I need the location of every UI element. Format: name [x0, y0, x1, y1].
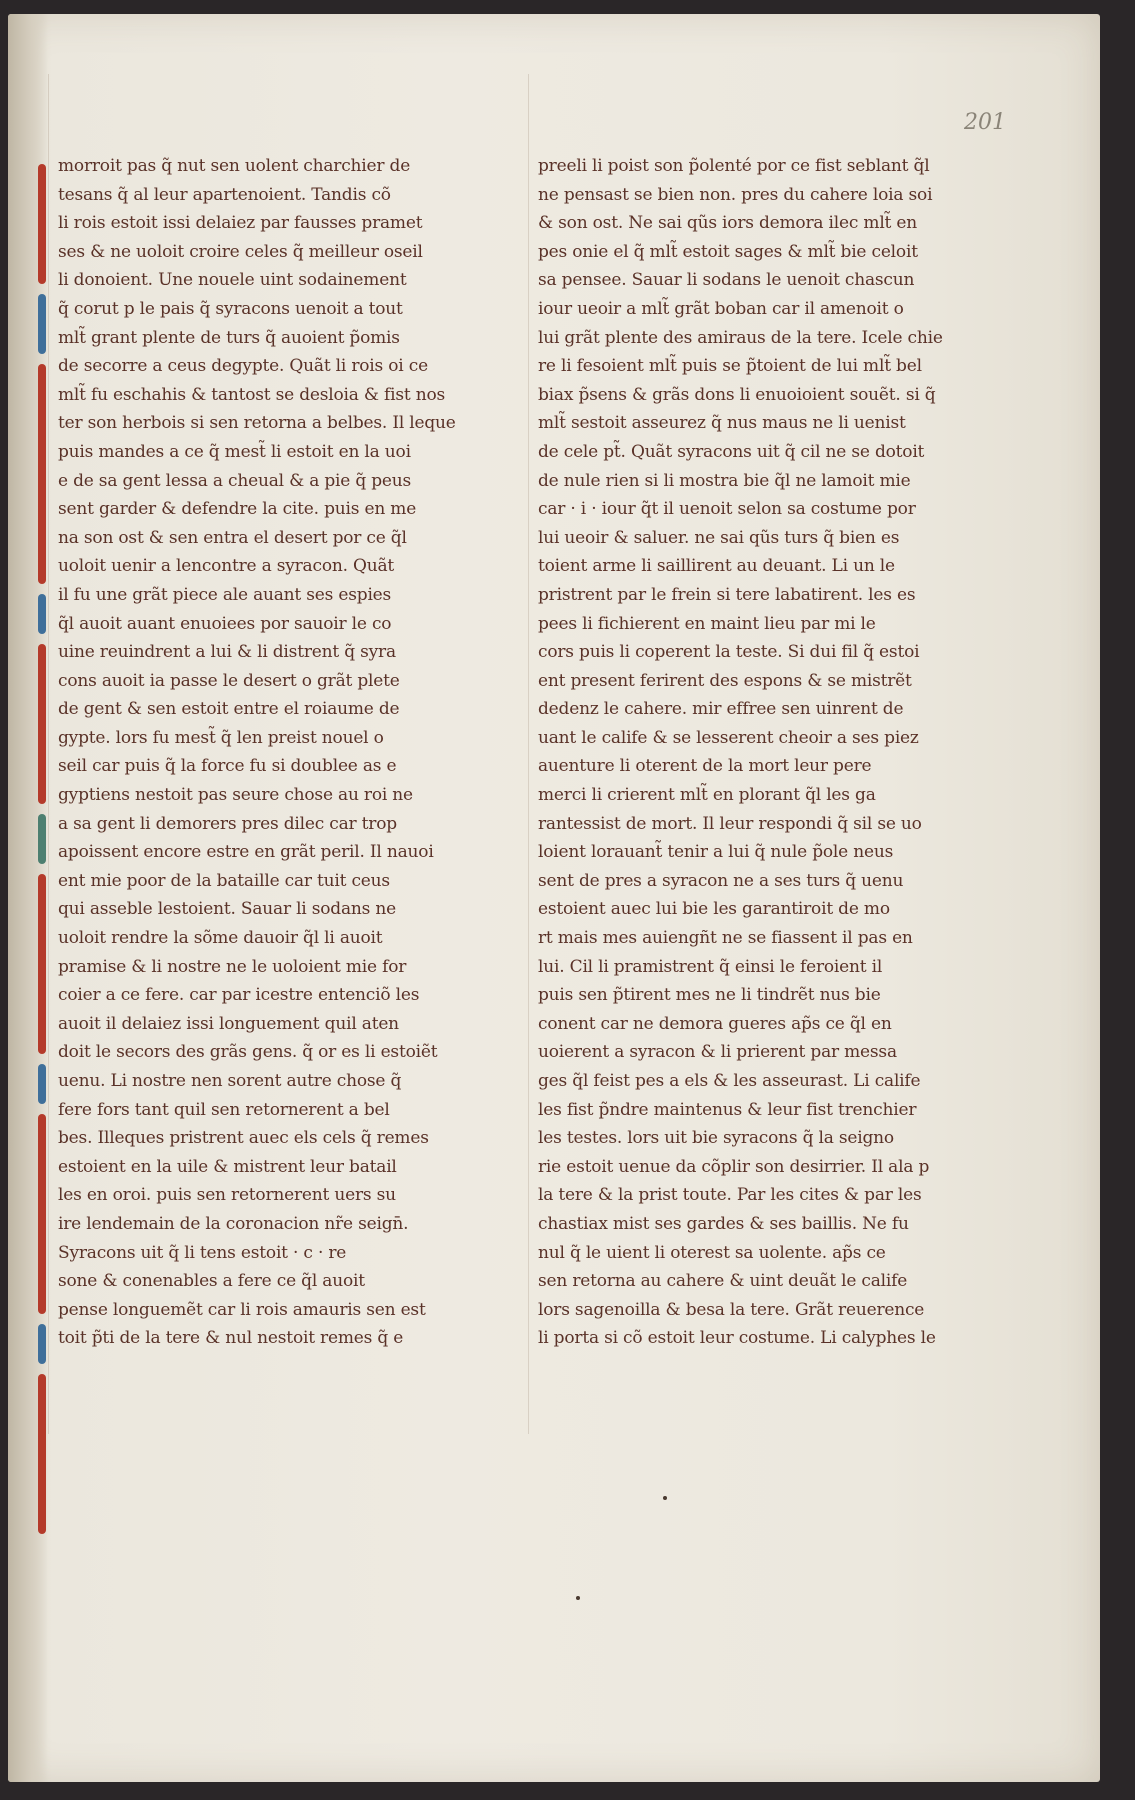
- text-line: doit le secors des grãs gens. q̃ or es li estoiẽt: [58, 1042, 438, 1063]
- text-line: ire lendemain de la coronacion nr̃e seign̄.: [58, 1213, 409, 1234]
- text-line: e de sa gent lessa a cheual & a pie q̃ peus: [58, 470, 412, 491]
- text-line: & son ost. Ne sai qũs iors demora ilec mlt̃ en: [538, 213, 917, 234]
- ruling-line: [528, 74, 529, 1434]
- text-line: li rois estoit issi delaiez par fausses pramet: [58, 213, 423, 234]
- text-line: fere fors tant quil sen retornerent a bel: [58, 1099, 390, 1120]
- manuscript-page: [8, 14, 1100, 1782]
- text-line: estoient en la uile & mistrent leur batail: [58, 1156, 397, 1177]
- text-line: seil car puis q̃ la force fu si doublee as e: [58, 756, 397, 777]
- text-line: puis mandes a ce q̃ mest̃ li estoit en la uoi: [58, 441, 411, 462]
- text-line: ses & ne uoloit croire celes q̃ meilleur oseil: [58, 241, 423, 262]
- text-line: li donoient. Une nouele uint sodainement: [58, 270, 407, 291]
- text-line: biax p̃sens & grãs dons li enuoioient souẽt. si q̃: [538, 384, 936, 405]
- text-line: uoierent a syracon & li prierent par messa: [538, 1042, 897, 1063]
- text-line: dedenz le cahere. mir effree sen uinrent de: [538, 699, 904, 720]
- text-line: la tere & la prist toute. Par les cites & par les: [538, 1185, 922, 1206]
- text-line: conent car ne demora gueres ap̃s ce q̃l en: [538, 1013, 892, 1034]
- text-line: li porta si cõ estoit leur costume. Li calyphes le: [538, 1328, 936, 1349]
- text-line: na son ost & sen entra el desert por ce q̃l: [58, 527, 407, 548]
- text-line: estoient auec lui bie les garantiroit de mo: [538, 899, 890, 920]
- text-line: Syracons uit q̃ li tens estoit · c · re: [58, 1242, 347, 1263]
- text-line: toit p̃ti de la tere & nul nestoit remes q̃ e: [58, 1328, 404, 1349]
- text-line: gyptiens nestoit pas seure chose au roi ne: [58, 785, 413, 806]
- text-line: cons auoit ia passe le desert o grãt plete: [58, 670, 400, 691]
- text-line: q̃l auoit auant enuoiees por sauoir le co: [58, 613, 392, 634]
- text-line: ne pensast se bien non. pres du cahere loia soi: [538, 184, 933, 205]
- text-line: rie estoit uenue da cõplir son desirrier. Il ala p: [538, 1156, 930, 1177]
- text-line: sent de pres a syracon ne a ses turs q̃ uenu: [538, 870, 904, 891]
- text-line: puis sen p̃tirent mes ne li tindrẽt nus bie: [538, 985, 881, 1006]
- text-line: rt mais mes auiengñt ne se fiassent il pas en: [538, 928, 913, 949]
- text-line: pense longuemẽt car li rois amauris sen est: [58, 1299, 426, 1320]
- text-line: bes. Illeques pristrent auec els cels q̃ remes: [58, 1128, 429, 1149]
- text-line: sen retorna au cahere & uint deuãt le calife: [538, 1271, 908, 1292]
- text-line: car · i · iour q̃t il uenoit selon sa costume por: [538, 499, 916, 520]
- text-line: sa pensee. Sauar li sodans le uenoit chascun: [538, 270, 915, 291]
- text-line: de gent & sen estoit entre el roiaume de: [58, 699, 400, 720]
- text-line: mlt̃ sestoit asseurez q̃ nus maus ne li uenist: [538, 413, 906, 434]
- text-line: uoloit uenir a lencontre a syracon. Quãt: [58, 556, 395, 577]
- text-line: les testes. lors uit bie syracons q̃ la seigno: [538, 1128, 894, 1149]
- text-line: pes onie el q̃ mlt̃ estoit sages & mlt̃ bie celoit: [538, 241, 918, 262]
- ink-blot: [663, 1496, 667, 1500]
- text-line: toient arme li saillirent au deuant. Li un le: [538, 556, 895, 577]
- text-line: lui grãt plente des amiraus de la tere. Icele chie: [538, 327, 943, 348]
- text-line: pramise & li nostre ne le uoloient mie for: [58, 956, 407, 977]
- text-line: nul q̃ le uient li oterest sa uolente. ap̃s ce: [538, 1242, 886, 1263]
- text-line: re li fesoient mlt̃ puis se p̃toient de lui mlt̃ bel: [538, 356, 922, 377]
- text-line: coier a ce fere. car par icestre entenciõ les: [58, 985, 420, 1006]
- text-line: qui asseble lestoient. Sauar li sodans ne: [58, 899, 397, 920]
- text-line: mlt̃ grant plente de turs q̃ auoient p̃omis: [58, 327, 400, 348]
- text-line: auenture li oterent de la mort leur pere: [538, 756, 872, 777]
- text-line: lors sagenoilla & besa la tere. Grãt reuerence: [538, 1299, 925, 1320]
- text-line: ges q̃l feist pes a els & les asseurast. Li calife: [538, 1071, 921, 1091]
- text-line: les fist p̃ndre maintenus & leur fist trenchier: [538, 1099, 917, 1120]
- text-line: les en oroi. puis sen retornerent uers su: [58, 1185, 396, 1206]
- text-line: mlt̃ fu eschahis & tantost se desloia & fist nos: [58, 384, 446, 405]
- text-line: ent present ferirent des espons & se mistrẽt: [538, 670, 912, 691]
- text-line: ent mie poor de la bataille car tuit ceus: [58, 870, 390, 891]
- text-line: a sa gent li demorers pres dilec car trop: [58, 813, 397, 834]
- text-line: uine reuindrent a lui & li distrent q̃ syra: [58, 642, 396, 663]
- text-line: il fu une grãt piece ale auant ses espies: [58, 584, 392, 605]
- ink-blot: [576, 1596, 580, 1600]
- text-line: de nule rien si li mostra bie q̃l ne lamoit mie: [538, 470, 911, 491]
- text-line: lui ueoir & saluer. ne sai qũs turs q̃ bien es: [538, 527, 900, 548]
- text-line: sent garder & defendre la cite. puis en me: [58, 499, 417, 520]
- text-line: preeli li poist son p̃olenté por ce fist seblant q̃l: [538, 156, 930, 176]
- text-line: cors puis li coperent la teste. Si dui fil q̃ estoi: [538, 642, 920, 663]
- text-line: lui. Cil li pramistrent q̃ einsi le feroient il: [538, 956, 883, 977]
- text-line: ter son herbois si sen retorna a belbes. Il leque: [58, 413, 456, 434]
- text-line: gypte. lors fu mest̃ q̃ len preist nouel o: [58, 727, 384, 748]
- text-line: uant le calife & se lesserent cheoir a ses piez: [538, 727, 919, 748]
- text-line: tesans q̃ al leur apartenoient. Tandis cõ: [58, 184, 391, 205]
- text-line: de cele pt̃. Quãt syracons uit q̃ cil ne se dotoit: [538, 441, 925, 462]
- text-line: uoloit rendre la sõme dauoir q̃l li auoit: [58, 928, 383, 949]
- text-line: rantessist de mort. Il leur respondi q̃ sil se uo: [538, 813, 922, 834]
- text-line: sone & conenables a fere ce q̃l auoit: [58, 1271, 365, 1292]
- text-line: q̃ corut p le pais q̃ syracons uenoit a tout: [58, 298, 403, 319]
- text-line: auoit il delaiez issi longuement quil aten: [58, 1013, 399, 1034]
- text-line: morroit pas q̃ nut sen uolent charchier de: [58, 156, 411, 176]
- text-line: uenu. Li nostre nen sorent autre chose q̃: [58, 1071, 402, 1091]
- text-line: merci li crierent mlt̃ en plorant q̃l les ga: [538, 785, 876, 806]
- text-column-left: [58, 152, 498, 1353]
- text-line: apoissent encore estre en grãt peril. Il nauoi: [58, 842, 434, 863]
- text-line: iour ueoir a mlt̃ grãt boban car il amenoit o: [538, 298, 904, 319]
- text-line: pristrent par le frein si tere labatirent. les es: [538, 584, 916, 605]
- text-line: chastiax mist ses gardes & ses baillis. Ne fu: [538, 1213, 909, 1234]
- folio-number: 201: [964, 110, 1006, 135]
- decorated-border: [30, 164, 54, 1534]
- text-line: pees li fichierent en maint lieu par mi le: [538, 613, 876, 634]
- text-column-right: [538, 152, 978, 1353]
- text-line: loient lorauant̃ tenir a lui q̃ nule p̃ole neus: [538, 842, 894, 863]
- text-line: de secorre a ceus degypte. Quãt li rois oi ce: [58, 356, 428, 377]
